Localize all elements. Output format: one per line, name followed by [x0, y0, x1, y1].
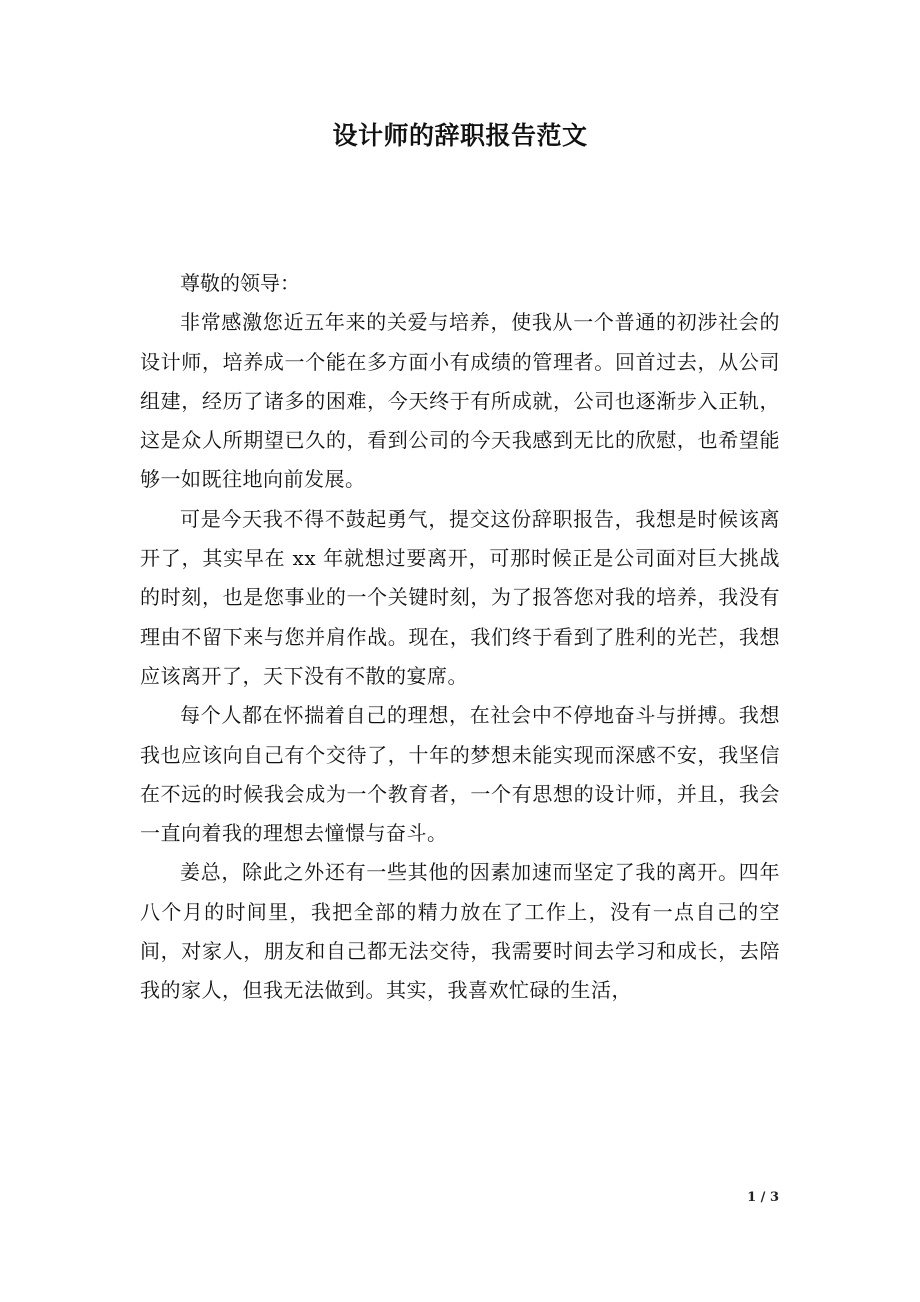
document-title: 设计师的辞职报告范文	[332, 121, 588, 150]
paragraph-2: 可是今天我不得不鼓起勇气，提交这份辞职报告，我想是时候该离开了，其实早在 xx 年就想过要离开，可那时候正是公司面对巨大挑战的时刻，也是您事业的一个关键时刻，为了报答您对我的培养，我没有理由不留下来与您并肩作战。现在，我们终于看到了胜利的光芒，我想应该离开了，天下没有不散的宴席。	[140, 506, 780, 688]
salutation: 尊敬的领导：	[180, 271, 300, 295]
paragraph-3: 每个人都在怀揣着自己的理想，在社会中不停地奋斗与拼搏。我想我也应该向自己有个交待了，十年的梦想未能实现而深感不安，我坚信在不远的时候我会成为一个教育者，一个有思想的设计师，并且，我会一直向着我的理想去憧憬与奋斗。	[140, 703, 780, 846]
paragraph-4: 姜总，除此之外还有一些其他的因素加速而坚定了我的离开。四年八个月的时间里，我把全部的精力放在了工作上，没有一点自己的空间，对家人，朋友和自己都无法交待，我需要时间去学习和成长，去陪我的家人，但我无法做到。其实，我喜欢忙碌的生活，	[140, 860, 780, 1003]
page-number: 1 / 3	[747, 1190, 779, 1205]
paragraph-1: 非常感激您近五年来的关爱与培养，使我从一个普通的初涉社会的设计师，培养成一个能在多方面小有成绩的管理者。回首过去，从公司组建，经历了诸多的困难，今天终于有所成就，公司也逐渐步入正轨，这是众人所期望已久的，看到公司的今天我感到无比的欣慰，也希望能够一如既往地向前发展。	[140, 310, 780, 492]
document-body	[140, 264, 780, 1011]
